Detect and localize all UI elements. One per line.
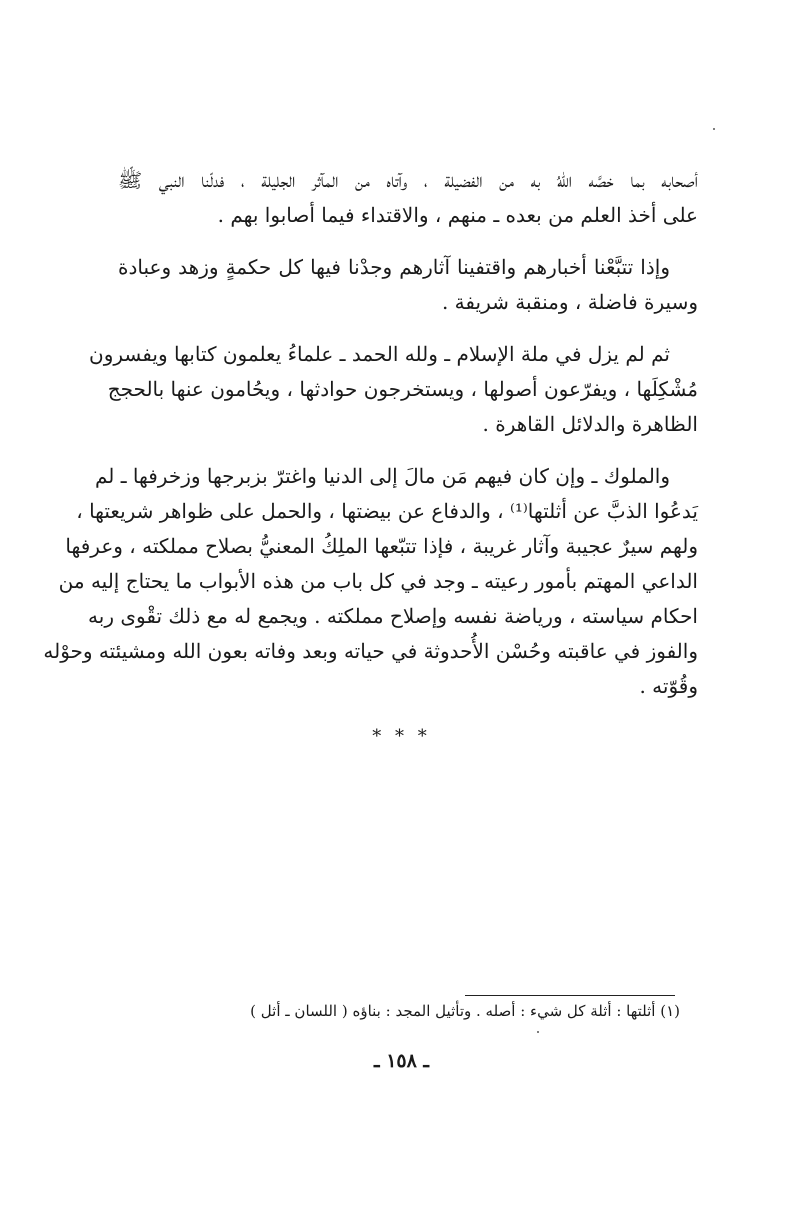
paragraph-line: الداعي المهتم بأمور رعيته ـ وجد في كل باب من هذه الأبواب ما يحتاج إليه من — [58, 569, 698, 593]
paragraph-2 — [118, 250, 698, 320]
paragraph-line: وسيرة فاضلة ، ومنقبة شريفة . — [441, 290, 698, 314]
section-separator: * * * — [372, 726, 431, 747]
paragraph-line: ثم لم يزل في ملة الإسلام ـ ولله الحمد ـ علماءُ يعلمون كتابها ويفسرون — [89, 342, 670, 366]
page-number: ـ ١٥٨ ـ — [374, 1050, 429, 1072]
scan-speck — [537, 1031, 539, 1033]
paragraph-line: وإذا تتبَّعْنا أخبارهم واقتفينا آثارهم وجدْنا فيها كل حكمةٍ وزهد وعبادة — [118, 255, 670, 279]
paragraph-4 — [43, 459, 698, 704]
footnote: (١) أثلتها : أثلة كل شيء : أصله . وتأثيل المجد : بناؤه ( اللسان ـ أثل ) — [250, 1002, 680, 1020]
paragraph-line: يَدعُوا الذبَّ عن أثلتها⁽¹⁾ ، والدفاع عن بيضتها ، والحمل على ظواهر شريعتها ، — [76, 499, 698, 523]
paragraph-line: ولهم سيرٌ عجيبة وآثار غريبة ، فإذا تتبّعها الملِكُ المعنيُّ بصلاح مملكته ، وعرفها — [65, 534, 698, 558]
paragraph-1 — [118, 163, 698, 233]
paragraph-line: وقُوّته . — [639, 674, 698, 698]
footnote-divider — [465, 995, 675, 996]
paragraph-line: احكام سياسته ، ورياضة نفسه وإصلاح مملكته . ويجمع له مع ذلك تقْوى ربه — [88, 604, 698, 628]
paragraph-line: على أخذ العلم من بعده ـ منهم ، والاقتداء فيما أصابوا بهم . — [217, 203, 698, 227]
paragraph-line: والفوز في عاقبته وحُسْن الأُحدوثة في حياته وبعد وفاته بعون الله ومشيئته وحوْله — [43, 639, 698, 663]
scan-speck — [713, 128, 715, 130]
paragraph-line: أصحابه بما خصَّه اللهُ به من الفضيلة ، وآتاه من المآثر الجليلة ، فدلّنا النبي ﷺ — [118, 168, 698, 192]
paragraph-line: الظاهرة والدلائل القاهرة . — [482, 412, 698, 436]
paragraph-line: والملوك ـ وإن كان فيهم مَن مالَ إلى الدنيا واغترّ بزبرجها وزخرفها ـ لم — [94, 464, 670, 488]
paragraph-line: مُشْكِلَها ، ويفرّعون أصولها ، ويستخرجون حوادثها ، ويحُامون عنها بالحجج — [107, 377, 698, 401]
paragraph-3 — [89, 337, 698, 442]
